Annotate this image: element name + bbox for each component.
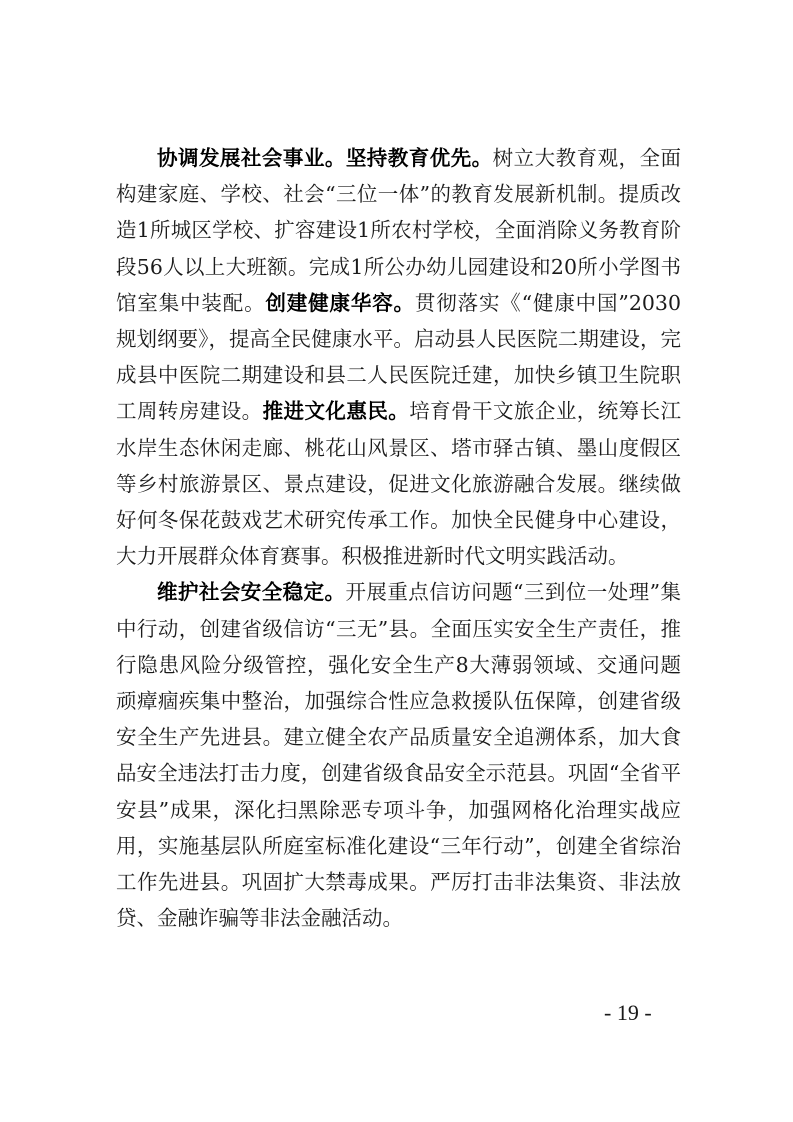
text-education: 树立大教育观，全面构建家庭、学校、社会“三位一体”的教育发展新机制。提质改造1所城区学校、扩容建设1所农村学校，全面消除义务教育阶段56人以上大班额。完成1所公办幼儿园建设和20所小学图书馆室集中装配。 (116, 146, 682, 315)
text-security: 开展重点信访问题“三到位一处理”集中行动，创建省级信访“三无”县。全面压实安全生产责任，推行隐患风险分级管控，强化安全生产8大薄弱领域、交通问题顽瘴痼疾集中整治，加强综合性应急救援队伍保障，创建省级安全生产先进县。建立健全农产品质量安全追溯体系，加大食品安全违法打击力度，创建省级食品安全示范县。巩固“全省平安县”成果，深化扫黑除恶专项斗争，加强网格化治理实战应用，实施基层队所庭室标准化建设“三年行动”，创建全省综治工作先进县。巩固扩大禁毒成果。严厉打击非法集资、非法放贷、金融诈骗等非法金融活动。 (116, 580, 682, 931)
paragraph-social-undertakings (116, 140, 681, 574)
heading-healthy-huarong: 创建健康华容。 (265, 290, 415, 315)
body-text (116, 140, 681, 936)
text-health: 贯彻落实《“健康中国”2030规划纲要》，提高全民健康水平。启动县人民医院二期建设，完成县中医院二期建设和县二人民医院迁建，加快乡镇卫生院职工周转房建设。 (116, 290, 682, 424)
heading-education-priority: 坚持教育优先。 (345, 146, 493, 170)
heading-culture: 推进文化惠民。 (262, 399, 410, 424)
heading-social-undertakings: 协调发展社会事业。 (157, 146, 346, 170)
heading-social-security: 维护社会安全稳定。 (157, 580, 346, 605)
page-number: - 19 - (604, 1000, 652, 1025)
paragraph-social-security (116, 574, 681, 936)
text-culture: 培育骨干文旅企业，统筹长江水岸生态休闲走廊、桃花山风景区、塔市驿古镇、墨山度假区等乡村旅游景区、景点建设，促进文化旅游融合发展。继续做好何冬保花鼓戏艺术研究传承工作。加快全民健身中心建设，大力开展群众体育赛事。积极推进新时代文明实践活动。 (116, 399, 682, 569)
